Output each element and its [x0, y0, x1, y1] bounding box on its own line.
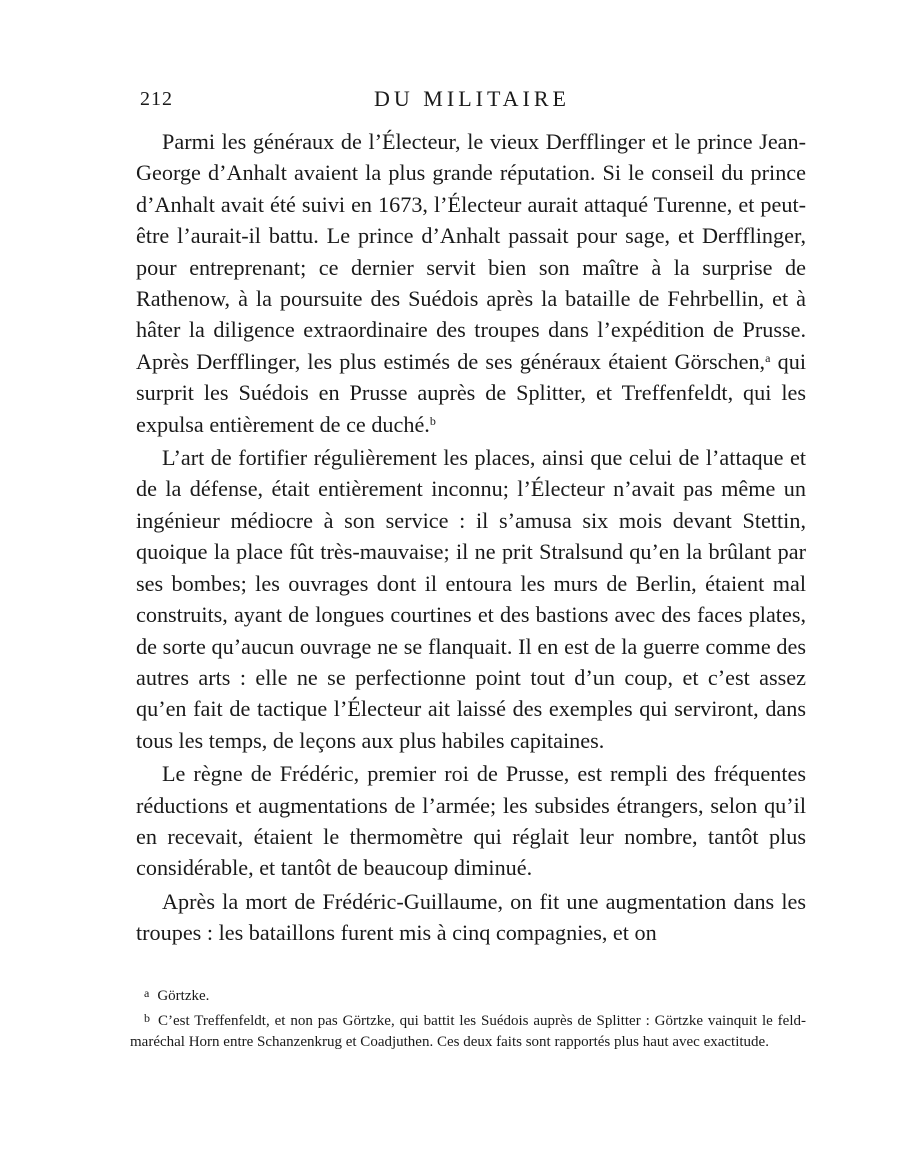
paragraph-fortification: L’art de fortifier régulièrement les places, ainsi que celui de l’attaque et de la défense, était entièrement inconnu; l’Électeur n’avait pas même un ingénieur médiocre à son service : il s’amusa six mois devant Stettin, quoique la place fût très-mauvaise; il ne prit Stralsund qu’en la brûlant par ses bombes; les ouvrages dont il entoura les murs de Berlin, étaient mal construits, ayant de longues courtines et des bastions avec des faces plates, de sorte qu’aucun ouvrage ne se flanquait. Il en est de la guerre comme des autres arts : elle ne se perfectionne point tout d’un coup, et c’est assez qu’en fait de tactique l’Électeur ait laissé des exemples qui serviront, dans tous les temps, de leçons aux plus habiles capitaines.	[136, 445, 806, 753]
paragraph-text: Parmi les généraux de l’Électeur, le vieux Derfflinger et le prince Jean-George d’Anhalt avaient la plus grande réputation. Si le conseil du prince d’Anhalt avait été suivi en 1673, l’Électeur aurait attaqué Turenne, et peut-être l’aurait-il battu. Le prince d’Anhalt passait pour sage, et Derfflinger, pour entreprenant; ce dernier servit bien son maître à la surprise de Rathenow, à la poursuite des Suédois après la bataille de Fehrbellin, et à hâter la diligence extraordinaire des troupes dans l’expédition de Prusse. Après Derfflinger, les plus estimés de ses généraux étaient Görschen,	[136, 129, 806, 374]
footnote-ref-a: a	[765, 350, 771, 365]
paragraph-generals	[136, 126, 806, 440]
footnote-text: Görtzke.	[157, 988, 210, 1004]
paragraph-frederic-reign: Le règne de Frédéric, premier roi de Prusse, est rempli des fréquentes réductions et augmentations de l’armée; les subsides étrangers, selon qu’il en recevait, étaient le thermomètre qui réglait leur nombre, tantôt plus considérable, et tantôt de beaucoup diminué.	[136, 761, 806, 881]
running-title: DU MILITAIRE	[374, 86, 570, 111]
paragraph-text: qui surprit les Suédois en Prusse auprès de Splitter, et Treffenfeldt, qui les expulsa entièrement de ce duché.	[136, 348, 806, 437]
footnotes	[130, 983, 806, 1054]
footnote-text: C’est Treffenfeldt, et non pas Görtzke, qui battit les Suédois auprès de Splitter : Görtzke vainquit le feld-maréchal Horn entre Schanzenkrug et Coadjuthen. Ces deux faits sont rapportés plus haut avec exactitude.	[130, 1012, 806, 1050]
footnote-b	[130, 1008, 806, 1054]
body-text	[136, 126, 806, 951]
footnote-a	[130, 983, 806, 1008]
page-number: 212	[140, 88, 173, 110]
footnote-marker: b	[144, 1010, 150, 1025]
paragraph-augmentation: Après la mort de Frédéric-Guillaume, on fit une augmentation dans les troupes : les bataillons furent mis à cinq compagnies, et on	[136, 888, 806, 946]
footnote-marker: a	[144, 986, 150, 1000]
footnote-ref-b: b	[429, 413, 436, 428]
page-header	[140, 86, 804, 116]
